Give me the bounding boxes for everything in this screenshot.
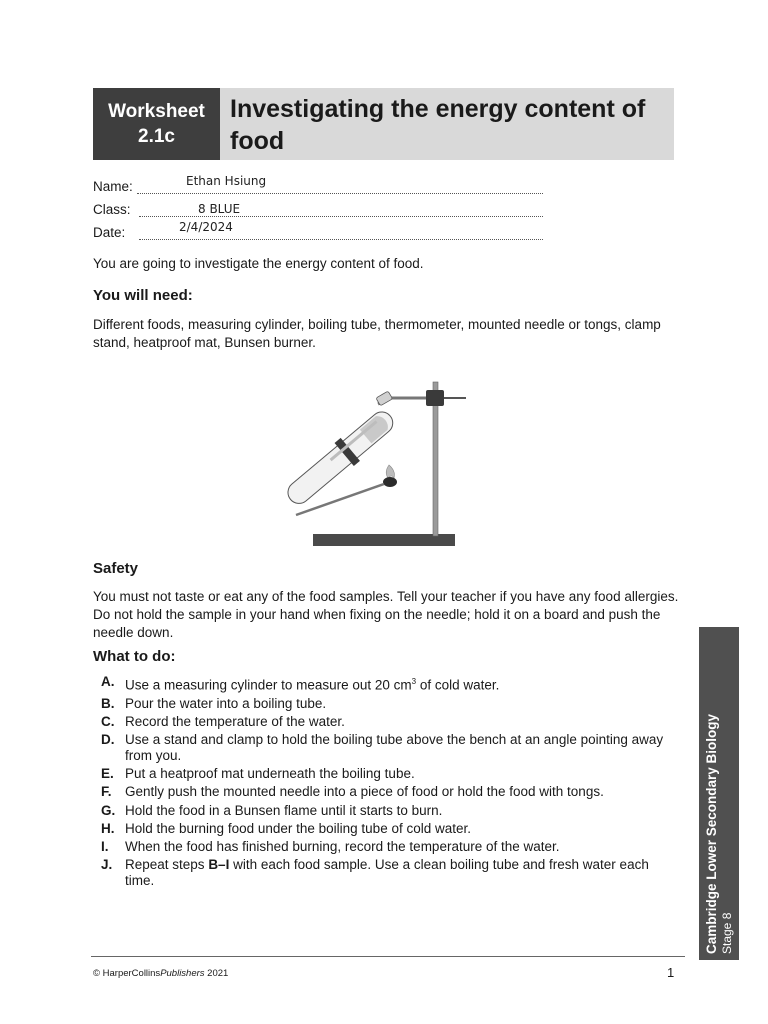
name-value: Ethan Hsiung (186, 174, 267, 188)
intro-text: You are going to investigate the energy content of food. (93, 256, 424, 271)
date-value: 2/4/2024 (179, 220, 233, 234)
you-will-need-text: Different foods, measuring cylinder, boiling tube, thermometer, mounted needle or tongs, clamp stand, heatproof mat, Bunsen burner. (93, 317, 661, 350)
what-to-do-heading: What to do: (93, 648, 176, 665)
footer-divider (91, 956, 685, 957)
page-title: Investigating the energy content of food (230, 95, 646, 155)
side-tab-title: Cambridge Lower Secondary Biology (704, 713, 719, 954)
step-c: C. Record the temperature of the water. (101, 713, 345, 729)
side-tab (699, 627, 739, 960)
name-dotted-line (137, 193, 543, 194)
step-g: G. Hold the food in a Bunsen flame until it starts to burn. (101, 802, 443, 818)
you-will-need-heading: You will need: (93, 287, 193, 304)
worksheet-label: Worksheet (108, 101, 205, 122)
worksheet-number: 2.1c (138, 126, 175, 147)
copyright: © HarperCollinsPublishers 2021 (93, 968, 229, 979)
step-b: B. Pour the water into a boiling tube. (101, 695, 327, 711)
step-j: J. Repeat steps B–I with each food sample. Use a clean boiling tube and fresh water each time. (101, 857, 649, 889)
class-label: Class: (93, 202, 131, 217)
class-dotted-line (139, 216, 543, 217)
boss-clamp (426, 390, 444, 406)
flame (386, 465, 394, 478)
date-label: Date: (93, 225, 126, 240)
safety-heading: Safety (93, 560, 139, 577)
apparatus-diagram (286, 354, 466, 550)
step-h: H. Hold the burning food under the boiling tube of cold water. (101, 820, 471, 836)
class-value: 8 BLUE (198, 202, 241, 216)
step-a: A. Use a measuring cylinder to measure out 20 $cm^3$ of cold water. (101, 674, 500, 693)
title-banner (220, 88, 674, 160)
step-i: I. When the food has finished burning, record the temperature of the water. (101, 839, 560, 854)
class-field[interactable] (93, 202, 543, 220)
page-number: 1 (667, 965, 675, 980)
step-d: D. Use a stand and clamp to hold the boiling tube above the bench at an angle pointing away from you. (101, 732, 664, 764)
steps-list (101, 674, 681, 891)
name-label: Name: (93, 179, 133, 194)
side-tab-stage: Stage 8 (720, 912, 734, 954)
name-field[interactable] (93, 179, 543, 197)
worksheet-badge (93, 88, 220, 160)
step-f: F. Gently push the mounted needle into a piece of food or hold the food with tongs. (101, 784, 604, 800)
date-dotted-line (139, 239, 543, 240)
burning-food (383, 477, 397, 487)
boiling-tube (286, 404, 400, 511)
date-field[interactable] (93, 225, 543, 243)
step-e: E. Put a heatproof mat underneath the boiling tube. (101, 766, 415, 782)
safety-text: You must not taste or eat any of the food samples. Tell your teacher if you have any food allergies. Do not hold the sample in your hand when fixing on the needle; hold it on a board and push the needle down. (93, 589, 679, 640)
